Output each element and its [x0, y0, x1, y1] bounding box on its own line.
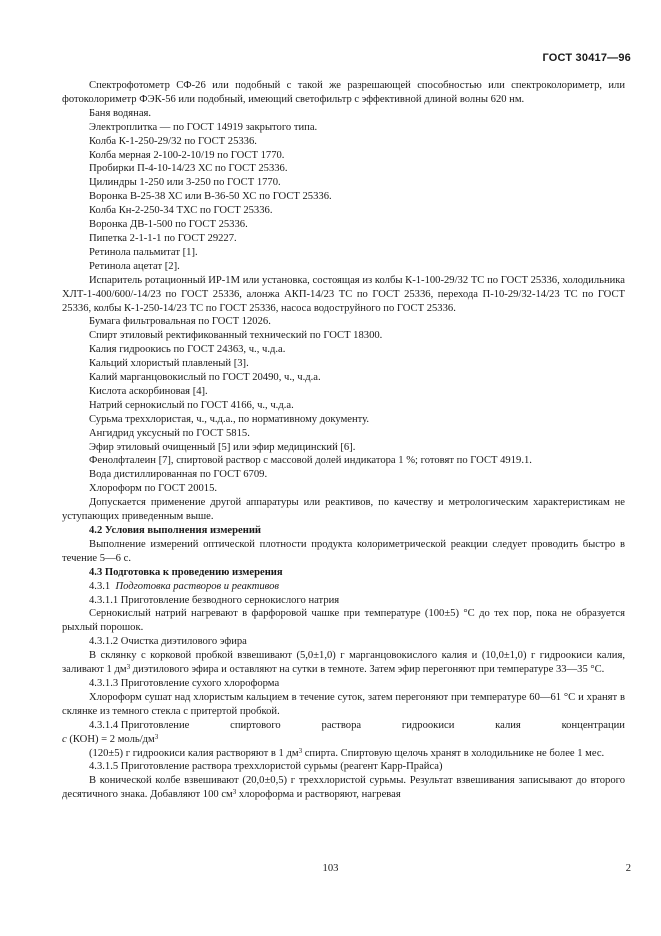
sheet-number: 2 [625, 863, 631, 874]
section-4-3-1-5-heading: 4.3.1.5 Приготовление раствора треххлористой сурьмы (реагент Карр-Прайса) [89, 761, 443, 773]
reagent-item: Эфир этиловый очищенный [5] или эфир медицинский [6]. [89, 441, 356, 453]
heading-4-3-1-4-word-5: калия [495, 719, 521, 731]
equipment-item: Колба мерная 2-100-2-10/19 по ГОСТ 1770. [89, 149, 285, 161]
allowed-substitution-paragraph: Допускается применение другой аппаратуры или реактивов, по качеству и метрологическим характеристикам не уступающих приведенным выше. [62, 497, 625, 523]
section-4-3-1-5-text [62, 774, 625, 802]
equipment-item: Электроплитка — по ГОСТ 14919 закрытого типа. [89, 121, 318, 133]
ether-text-part1: В склянку с корковой пробкой взвешивают (5,0±1,0) г марганцовокислого калия и (10,0±1,0) г гидроокиси калия, заливают 1 дм [62, 650, 625, 676]
equipment-item: Ретинола ацетат [2]. [89, 260, 180, 272]
koh-concentration-value: (КОН) = 2 моль/дм [66, 733, 155, 745]
reagent-item: Ангидрид уксусный по ГОСТ 5815. [89, 427, 250, 439]
ether-superscript: 3 [126, 663, 131, 672]
section-4-3-1-4-heading [62, 719, 625, 733]
heading-4-3-1-4-word-6: концентрации [561, 719, 625, 731]
section-4-2-text: Выполнение измерений оптической плотности продукта колориметрической реакции следует проводить быстро в течение 5—6 с. [62, 538, 625, 564]
equipment-item: Цилиндры 1-250 или 3-250 по ГОСТ 1770. [89, 177, 281, 189]
equipment-item: Пипетка 2-1-1-1 по ГОСТ 29227. [89, 232, 237, 244]
koh-text-part1: (120±5) г гидроокиси калия растворяют в 1 дм [89, 747, 299, 759]
distilled-water-line: Вода дистиллированная по ГОСТ 6709. [89, 469, 268, 481]
reagent-item: Бумага фильтровальная по ГОСТ 12026. [89, 316, 271, 328]
section-4-3-1-2-heading: 4.3.1.2 Очистка диэтилового эфира [89, 636, 247, 648]
section-4-3-1-1-text: Сернокислый натрий нагревают в фарфоровой чашке при температуре (100±5) °С до тех пор, пока не образуется рыхлый порошок. [62, 608, 625, 634]
equipment-item: Колба Кн-2-250-34 ТХС по ГОСТ 25336. [89, 205, 273, 217]
section-4-3-1-3-heading: 4.3.1.3 Приготовление сухого хлороформа [89, 677, 280, 689]
koh-concentration-line [62, 733, 625, 747]
reagent-item: Кальций хлористый плавленый [3]. [89, 358, 249, 370]
section-4-3-heading: 4.3 Подготовка к проведению измерения [89, 566, 283, 578]
phenolphthalein-paragraph: Фенолфталеин [7], спиртовой раствор с массовой долей индикатора 1 %; готовят по ГОСТ 4919.1. [89, 455, 532, 467]
page-content [62, 79, 625, 802]
reagents-list [62, 315, 625, 454]
chloroform-line: Хлороформ по ГОСТ 20015. [89, 483, 218, 495]
section-4-3-1-3-text: Хлороформ сушат над хлористым кальцием в течение суток, затем перегоняют при температуре 60—61 °С и хранят в склянке из темного стекла с притертой пробкой. [62, 691, 625, 717]
antimony-text-part2: хлороформа и растворяют, нагревая [236, 789, 401, 801]
reagent-item: Спирт этиловый ректификованный технический по ГОСТ 18300. [89, 330, 383, 342]
reagent-item: Кислота аскорбиновая [4]. [89, 385, 208, 397]
koh-superscript: 3 [154, 732, 159, 741]
reagent-item: Калия гидроокись по ГОСТ 24363, ч., ч.д.а. [89, 344, 286, 356]
reagent-item: Сурьма треххлористая, ч., ч.д.а., по нормативному документу. [89, 413, 370, 425]
equipment-item: Пробирки П-4-10-14/23 ХС по ГОСТ 25336. [89, 163, 288, 175]
equipment-item: Колба К-1-250-29/32 по ГОСТ 25336. [89, 135, 257, 147]
section-4-3-1-1-heading: 4.3.1.1 Приготовление безводного сернокислого натрия [89, 594, 340, 606]
standard-header: ГОСТ 30417—96 [542, 52, 631, 64]
equipment-list [62, 107, 625, 274]
antimony-text-part1: В конической колбе взвешивают (20,0±0,5) г треххлористой сурьмы. Результат взвешивания записывают до второго десятичного знака. Добавляют 100 см [62, 775, 625, 801]
equipment-item: Воронка ДВ-1-500 по ГОСТ 25336. [89, 219, 248, 231]
section-4-3-1-heading [62, 580, 625, 594]
equipment-item: Воронка В-25-38 ХС или В-36-50 ХС по ГОСТ 25336. [89, 191, 332, 203]
koh-text-superscript: 3 [298, 746, 303, 755]
section-4-3-1-2-text [62, 649, 625, 677]
equipment-item: Ретинола пальмитат [1]. [89, 246, 198, 258]
antimony-superscript: 3 [232, 788, 237, 797]
reagent-item: Калий марганцовокислый по ГОСТ 20490, ч., ч.д.а. [89, 372, 321, 384]
koh-text-part2: спирта. Спиртовую щелочь хранят в холодильнике не более 1 мес. [302, 747, 605, 759]
section-4-3-1-4-text [62, 747, 625, 761]
concentration-symbol: c [62, 733, 67, 745]
heading-4-3-1-4-word-3: раствора [321, 719, 362, 731]
heading-4-3-1-4-word-2: спиртового [230, 719, 281, 731]
section-4-2-heading: 4.2 Условия выполнения измерений [89, 525, 262, 536]
heading-4-3-1-4-word-1: 4.3.1.4 Приготовление [89, 719, 190, 731]
section-4-3-1-title: Подготовка растворов и реактивов [115, 580, 280, 592]
page-number: 103 [322, 863, 339, 874]
heading-4-3-1-4-word-4: гидроокиси [401, 719, 455, 731]
section-4-3-1-number: 4.3.1 [89, 580, 111, 592]
ether-text-part2: диэтилового эфира и оставляют на сутки в темноте. Затем эфир перегоняют при температуре 33—35 °С. [130, 664, 605, 676]
equipment-item: Баня водяная. [89, 107, 152, 119]
reagent-item: Натрий сернокислый по ГОСТ 4166, ч., ч.д.а. [89, 399, 294, 411]
spectrophotometer-paragraph: Спектрофотометр СФ-26 или подобный с такой же разрешающей способностью или спектроколориметр, или фотоколориметр ФЭК-56 или подобный, имеющий светофильтр с эффективной длиной волны 620 нм. [62, 80, 625, 105]
evaporator-paragraph: Испаритель ротационный ИР-1М или установка, состоящая из колбы К-1-100-29/32 ТС по ГОСТ 25336, холодильника ХЛТ-1-400/600/-14/23 по ГОСТ 25336, алонжа АКП-14/23 ТС по ГОСТ 25336, перехода П-10-29/32-14/23 ТС по ГОСТ 25336, колбы К-1-250-14/23 ТС по ГОСТ 25336, насоса водоструйного по ГОСТ 25336. [62, 274, 625, 314]
